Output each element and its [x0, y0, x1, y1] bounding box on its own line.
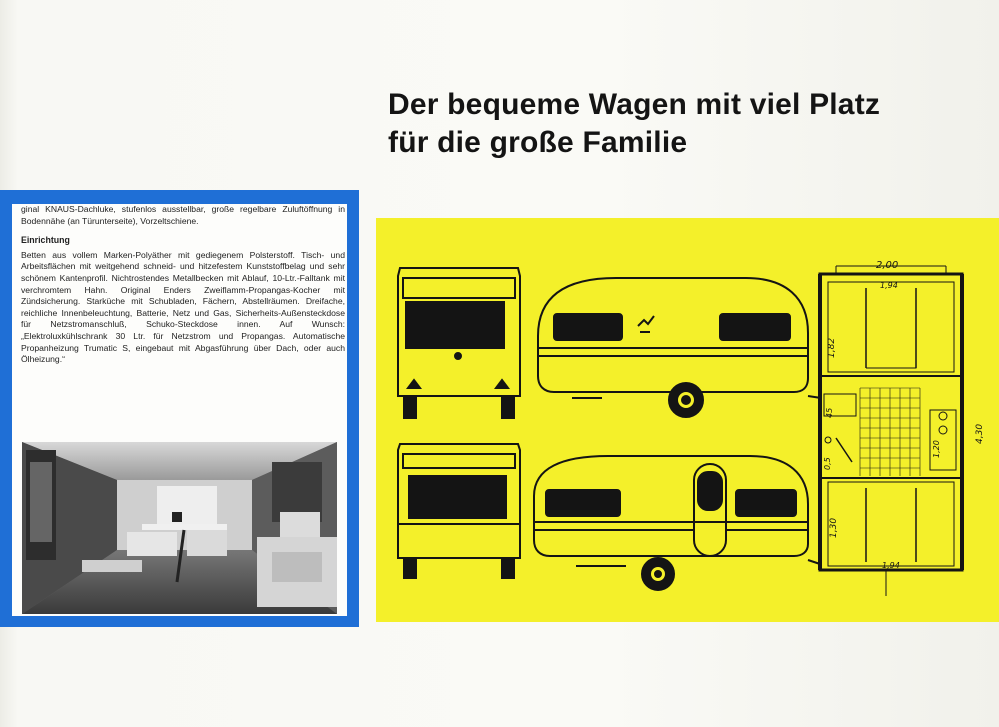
- intro-paragraph: ginal KNAUS-Dachluke, stufenlos ausstellbar, große regelbare Zuluftöffnung in Bodennähe (an Türunterseite), Vorzeltschiene.: [21, 204, 345, 226]
- section-title: Einrichtung: [21, 235, 70, 246]
- plan-label-total-length: 4,30: [975, 423, 985, 444]
- drawings-panel: [376, 218, 999, 622]
- side-view-upper: [538, 278, 821, 417]
- front-view-upper: [398, 268, 520, 418]
- headline-line-1: Der bequeme Wagen mit viel Platz: [388, 88, 881, 121]
- interior-photo-image: [22, 442, 337, 614]
- interior-photo: [22, 442, 337, 614]
- description-text: [21, 204, 345, 366]
- plan-label-left-cabinet: 0,5: [823, 457, 832, 470]
- side-view-lower: [534, 456, 820, 590]
- front-view-lower: [398, 444, 520, 578]
- plan-label-rear-bed: 1,30: [829, 517, 839, 538]
- plan-label-kitchen-width: 1,20: [932, 440, 941, 458]
- description-panel: [12, 204, 347, 616]
- plan-label-bed-length: 1,82: [827, 337, 837, 358]
- page-headline: [388, 86, 948, 162]
- plan-label-bed-width-bottom: 1,94: [882, 561, 900, 570]
- floor-tiles: [860, 388, 920, 476]
- floor-plan: [820, 266, 962, 596]
- plan-label-bed-width-top: 1,94: [880, 281, 898, 290]
- caravan-drawings: [376, 218, 999, 622]
- plan-label-width-top: 2,00: [876, 260, 899, 271]
- description-frame: [0, 190, 359, 627]
- headline-line-2: für die große Familie: [388, 126, 688, 159]
- plan-label-side: 45: [825, 407, 834, 418]
- body-paragraph: Betten aus vollem Marken-Polyäther mit gediegenem Polsterstoff. Tisch- und Arbeitsflächen mit weitgehend schneid- und hitzefestem Kunststoffbelag und sehr schönem Kantenprofil. Nichtrostendes Metallbecken mit Ablauf, 10-Ltr.-Falltank mit verchromtem Hahn. Original Enders Zweiflamm-Propangas-Kocher mit Zündsicherung. Starküche mit Schubladen, Fächern, Abstellräumen. Dreifache, reichliche Innenbeleuchtung, Batterie, Netz und Gas, Sicherheits-Außensteckdose für Netzstromanschluß, Schuko-Steckdose innen. Auf Wunsch: „Elektroluxkühlschrank 30 Ltr. für Netzstrom und Propangas. Automatische Propanheizung Trumatic S, eingebaut mit Abgasführung über Dach, oder auch Ölheizung.“: [21, 249, 345, 365]
